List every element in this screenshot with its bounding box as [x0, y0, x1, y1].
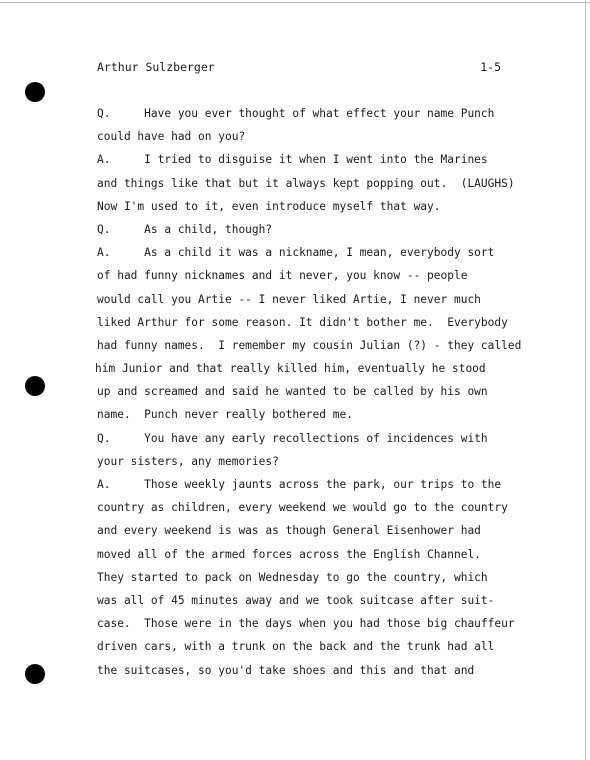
transcript-line: and things like that but it always kept popping out. (LAUGHS)	[97, 176, 515, 190]
page-header	[97, 60, 501, 102]
page-top-edge	[0, 2, 590, 3]
transcript-line: They started to pack on Wednesday to go the country, which	[97, 570, 488, 584]
transcript-line: Q. You have any early recollections of incidences with	[97, 431, 488, 445]
transcript-line: could have had on you?	[97, 130, 246, 144]
transcript-line: A. I tried to disguise it when I went into the Marines	[97, 153, 488, 167]
transcript-line: case. Those were in the days when you had those big chauffeur	[97, 617, 515, 631]
binder-hole-icon	[25, 376, 45, 396]
transcript-line: Q. Have you ever thought of what effect your name Punch	[97, 107, 495, 120]
transcript-body	[97, 102, 537, 682]
transcript-line: was all of 45 minutes away and we took suitcase after suit-	[97, 593, 495, 607]
transcript-line: would call you Artie -- I never liked Artie, I never much	[97, 292, 481, 306]
transcript-line: had funny names. I remember my cousin Julian (?) - they called	[97, 338, 522, 352]
transcript-line: him Junior and that really killed him, eventually he stood	[95, 362, 486, 376]
page-number: 1-5	[480, 60, 501, 74]
transcript-line: and every weekend is was as though General Eisenhower had	[97, 524, 481, 538]
interviewee-name: Arthur Sulzberger	[97, 60, 215, 74]
transcript-line: of had funny nicknames and it never, you know -- people	[97, 269, 468, 283]
transcript-line: A. As a child it was a nickname, I mean, everybody sort	[97, 246, 495, 260]
page-right-edge	[585, 0, 586, 760]
transcript-line: driven cars, with a trunk on the back and the trunk had all	[97, 640, 495, 654]
transcript-line: A. Those weekly jaunts across the park, our trips to the	[97, 478, 502, 491]
transcript-line: moved all of the armed forces across the English Channel.	[97, 547, 481, 561]
transcript-line: your sisters, any memories?	[97, 454, 279, 468]
transcript-line: country as children, every weekend we would go to the country	[97, 501, 508, 515]
transcript-line: Q. As a child, though?	[97, 222, 273, 236]
transcript-line: liked Arthur for some reason. It didn't bother me. Everybody	[97, 315, 508, 329]
transcript-line: Now I'm used to it, even introduce myself that way.	[97, 199, 441, 213]
transcript-line: up and screamed and said he wanted to be called by his own	[97, 385, 488, 399]
transcript-line: name. Punch never really bothered me.	[97, 408, 353, 422]
transcript-line: the suitcases, so you'd take shoes and this and that and	[97, 663, 475, 677]
binder-hole-icon	[25, 664, 45, 684]
binder-hole-icon	[25, 82, 45, 102]
